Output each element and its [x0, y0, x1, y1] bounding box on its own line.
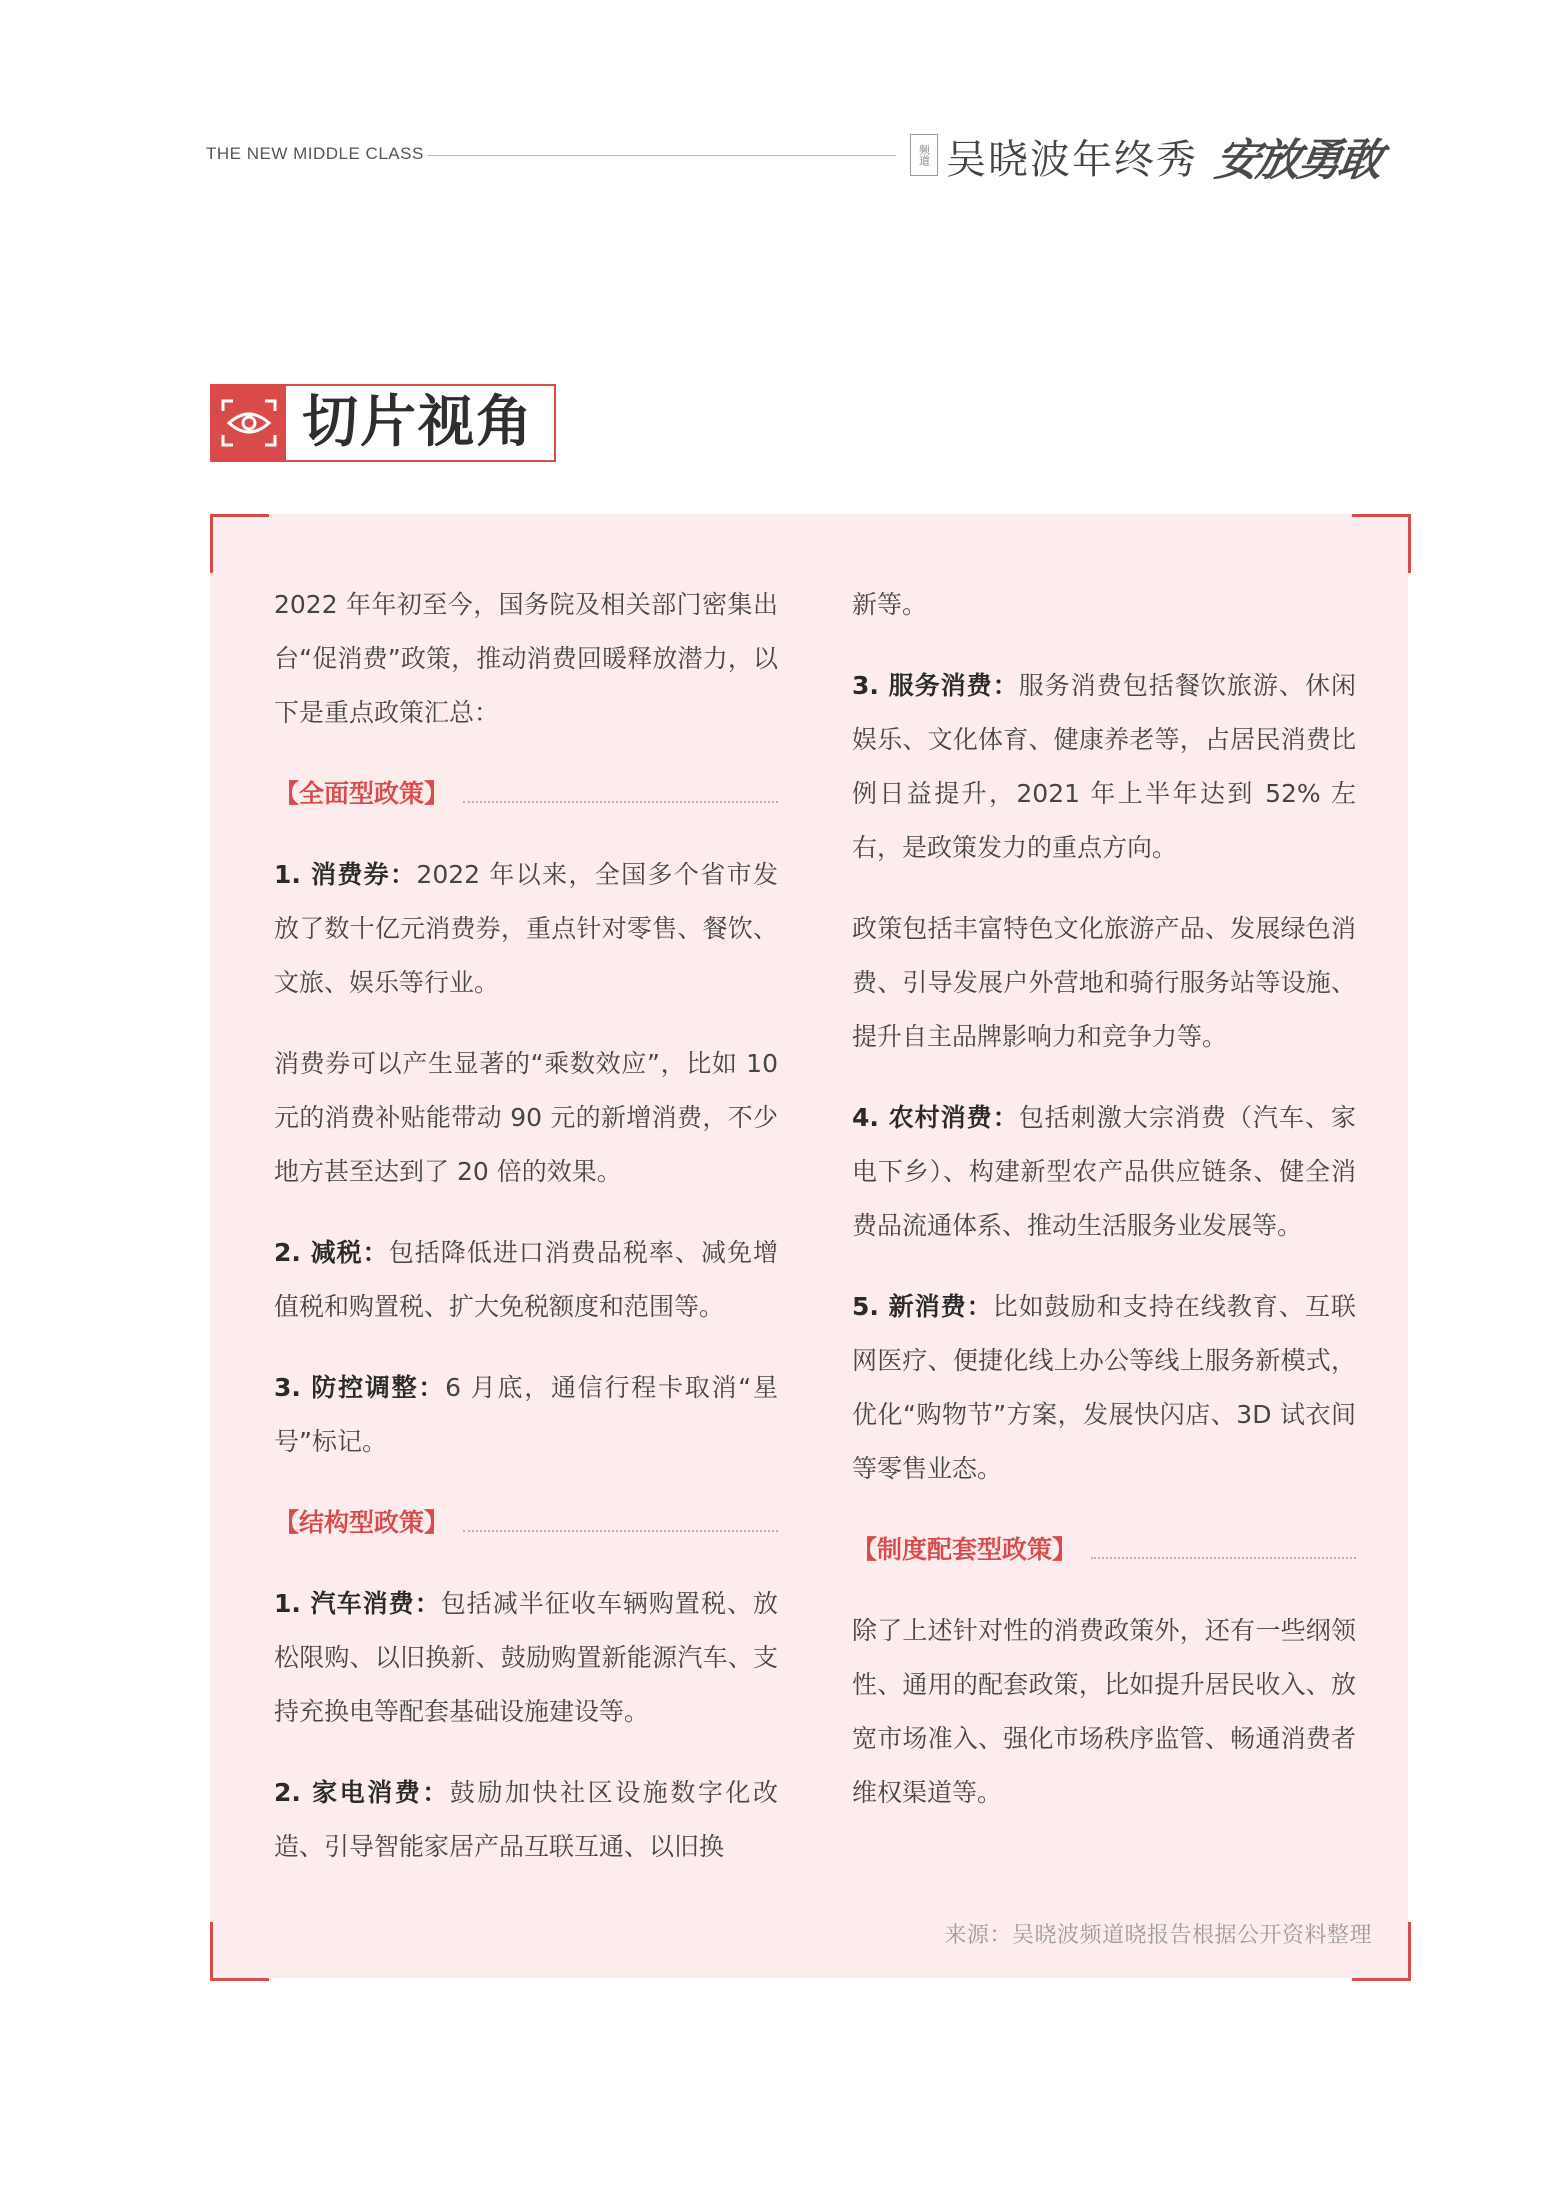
header-tagline: THE NEW MIDDLE CLASS: [206, 144, 424, 163]
subhead-comprehensive: [274, 767, 778, 821]
section-title-box: [210, 384, 556, 462]
item-text: 包括刺激大宗消费（汽车、家电下乡）、构建新型农产品供应链条、健全消费品流通体系、推动生活服务业发展等。: [852, 1103, 1356, 1240]
corner-mark-top-left: [210, 514, 269, 573]
paragraph: 消费券可以产生显著的“乘数效应”，比如 10 元的消费补贴能带动 90 元的新增消费，不少地方甚至达到了 20 倍的效果。: [274, 1049, 778, 1186]
header-title: 吴晓波年终秀: [946, 137, 1198, 183]
dotted-leader: [463, 1530, 778, 1532]
header-slogan-logo: 安放勇敢: [1211, 135, 1383, 186]
item-text: 6 月底，通信行程卡取消“星号”标记。: [274, 1373, 778, 1456]
source-note: 来源：吴晓波频道晓报告根据公开资料整理: [944, 1923, 1372, 1948]
item-title: 3. 服务消费：: [852, 671, 1019, 700]
corner-mark-top-right: [1352, 514, 1411, 573]
subhead-label: 【全面型政策】: [274, 779, 450, 808]
dotted-leader: [463, 801, 778, 803]
paragraph: 政策包括丰富特色文化旅游产品、发展绿色消费、引导发展户外营地和骑行服务站等设施、提升自主品牌影响力和竞争力等。: [852, 914, 1356, 1051]
policy-item: [852, 1280, 1356, 1496]
item-title: 2. 减税：: [274, 1238, 389, 1267]
paragraph: 除了上述针对性的消费政策外，还有一些纲领性、通用的配套政策，比如提升居民收入、放宽市场准入、强化市场秩序监管、畅通消费者维权渠道等。: [852, 1616, 1356, 1807]
item-text: 包括降低进口消费品税率、减免增值税和购置税、扩大免税额度和范围等。: [274, 1238, 778, 1321]
right-column: [852, 578, 1356, 1847]
header-seal: 频道: [910, 134, 938, 176]
item-text: 服务消费包括餐饮旅游、休闲娱乐、文化体育、健康养老等，占居民消费比例日益提升，2021 年上半年达到 52% 左右，是政策发力的重点方向。: [852, 671, 1356, 862]
item-text: 比如鼓励和支持在线教育、互联网医疗、便捷化线上办公等线上服务新模式，优化“购物节”方案，发展快闪店、3D 试衣间等零售业态。: [852, 1292, 1356, 1483]
intro-paragraph: 2022 年年初至今，国务院及相关部门密集出台“促消费”政策，推动消费回暖释放潜力，以下是重点政策汇总：: [274, 590, 778, 727]
subhead-label: 【制度配套型政策】: [852, 1535, 1078, 1564]
dotted-leader: [1091, 1557, 1356, 1559]
paragraph-continuation: 新等。: [852, 590, 928, 619]
section-title: 切片视角: [302, 390, 534, 455]
item-title: 3. 防控调整：: [274, 1373, 446, 1402]
item-title: 1. 汽车消费：: [274, 1589, 441, 1618]
item-text: 2022 年以来，全国多个省市发放了数十亿元消费券，重点针对零售、餐饮、文旅、娱乐等行业。: [274, 860, 778, 997]
item-text: 鼓励加快社区设施数字化改造、引导智能家居产品互联互通、以旧换: [274, 1778, 778, 1861]
item-title: 4. 农村消费：: [852, 1103, 1019, 1132]
subhead-structural: [274, 1496, 778, 1550]
header-divider: [428, 155, 896, 156]
item-title: 2. 家电消费：: [274, 1778, 450, 1807]
item-title: 5. 新消费：: [852, 1292, 993, 1321]
subhead-institutional: [852, 1523, 1356, 1577]
eye-icon: [212, 386, 286, 460]
policy-item: [852, 1091, 1356, 1253]
corner-mark-bottom-left: [210, 1922, 269, 1981]
policy-item: [274, 1766, 778, 1874]
policy-item: [852, 659, 1356, 875]
item-text: 包括减半征收车辆购置税、放松限购、以旧换新、鼓励购置新能源汽车、支持充换电等配套基础设施建设等。: [274, 1589, 778, 1726]
policy-item: [274, 848, 778, 1010]
item-title: 1. 消费券：: [274, 860, 417, 889]
left-column: [274, 578, 778, 1901]
policy-item: [274, 1226, 778, 1334]
policy-item: [274, 1361, 778, 1469]
policy-item: [274, 1577, 778, 1739]
subhead-label: 【结构型政策】: [274, 1508, 450, 1537]
